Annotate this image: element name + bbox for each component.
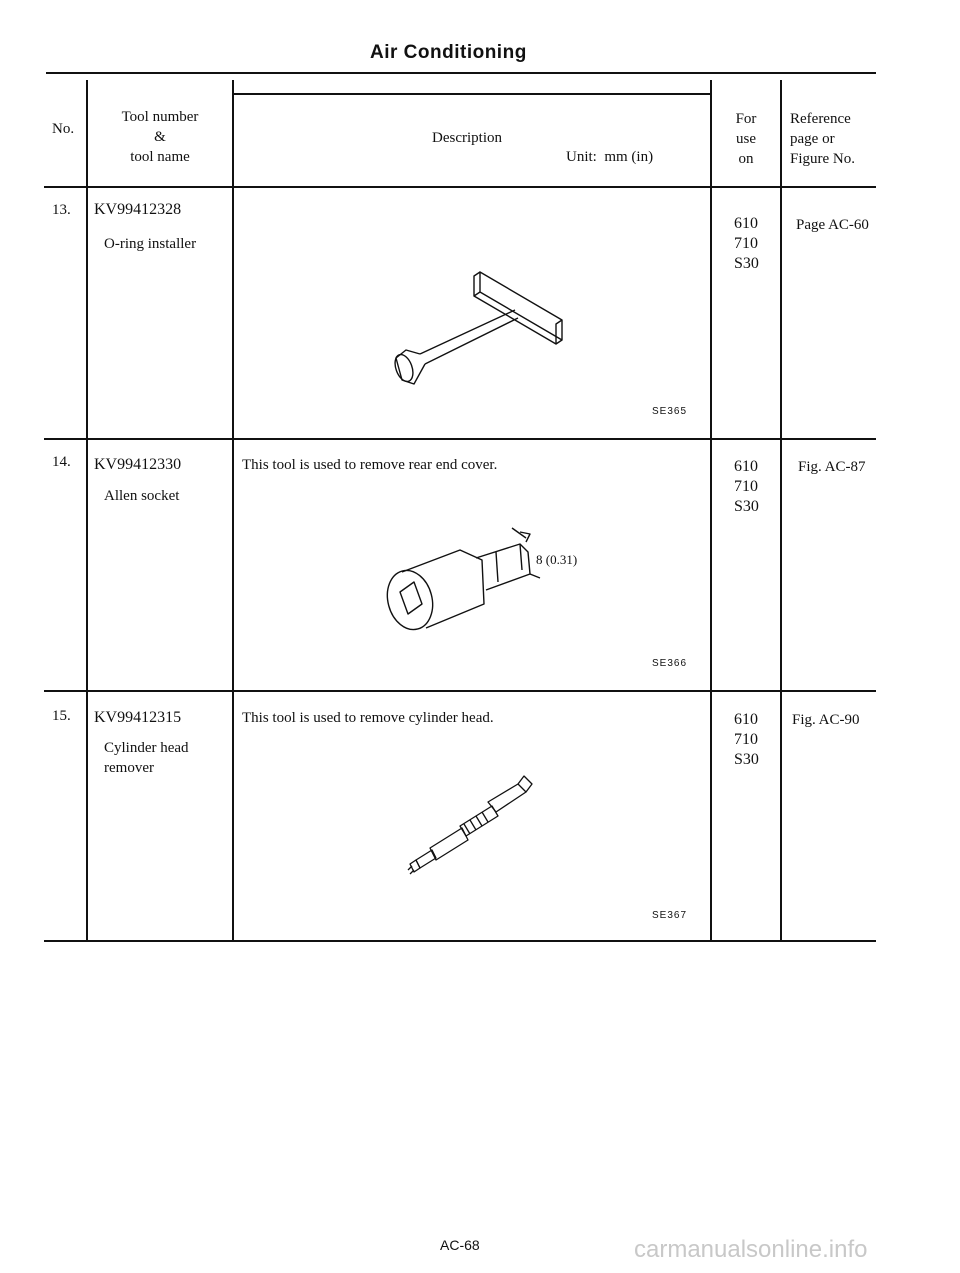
tool-number: KV99412315 [94, 709, 182, 726]
row-number: 13. [52, 202, 71, 218]
o-ring-installer-illustration [380, 262, 580, 392]
header-ref-line-2: page or [790, 131, 835, 147]
title-rule [46, 72, 876, 74]
use-on-item: 710 [734, 731, 758, 748]
tool-name: Allen socket [104, 488, 180, 504]
row-14-rule [44, 690, 876, 692]
header-ref-line-1: Reference [790, 111, 851, 127]
reference: Page AC-60 [796, 217, 869, 233]
reference: Fig. AC-87 [798, 459, 866, 475]
tool-number: KV99412330 [94, 456, 182, 473]
use-on-item: 610 [734, 458, 758, 475]
use-on-item: S30 [734, 255, 759, 272]
figure-code: SE367 [652, 910, 688, 921]
page-title: Air Conditioning [370, 42, 527, 63]
use-on [734, 710, 759, 770]
use-on-item: S30 [734, 498, 759, 515]
tool-number: KV99412328 [94, 201, 182, 218]
row-number: 15. [52, 708, 71, 724]
header-tool-line-1: Tool number [121, 109, 199, 125]
col-divider-3 [710, 80, 712, 942]
use-on-item: 610 [734, 215, 758, 232]
tool-name-line: remover [104, 760, 154, 776]
header-unit: Unit: mm (in) [566, 149, 654, 165]
header-for-line-1: For [735, 111, 757, 127]
use-on-item: 610 [734, 711, 758, 728]
header-rule [44, 186, 876, 188]
use-on-item: 710 [734, 235, 758, 252]
header-no: No. [52, 121, 75, 137]
col-divider-4 [780, 80, 782, 942]
cylinder-head-remover-illustration [400, 770, 550, 890]
header-description: Description [432, 130, 502, 146]
page-footer: AC-68 [440, 1237, 480, 1253]
use-on [734, 214, 759, 274]
header-for-line-2: use [736, 131, 756, 147]
watermark: carmanualsonline.info [634, 1236, 868, 1263]
table-bottom-rule [44, 940, 876, 942]
row-number: 14. [52, 454, 71, 470]
description: This tool is used to remove rear end cover. [242, 457, 498, 473]
figure-code: SE365 [652, 406, 688, 417]
figure-code: SE366 [652, 658, 688, 669]
use-on [734, 457, 759, 517]
header-for-use-on [712, 109, 780, 169]
use-on-item: S30 [734, 751, 759, 768]
table-top-rule [232, 93, 710, 95]
description: This tool is used to remove cylinder head. [242, 710, 494, 726]
col-divider-1 [86, 80, 88, 942]
header-reference [786, 109, 880, 169]
allen-socket-illustration [380, 520, 580, 650]
tool-name-line: Cylinder head [104, 740, 189, 756]
use-on-item: 710 [734, 478, 758, 495]
tool-name: O-ring installer [104, 236, 197, 252]
dimension-label: 8 (0.31) [536, 552, 578, 567]
header-tool [88, 107, 232, 167]
col-divider-2 [232, 80, 234, 942]
tool-name [104, 738, 189, 778]
header-tool-line-2: & [154, 129, 166, 145]
header-tool-line-3: tool name [130, 149, 190, 165]
reference: Fig. AC-90 [792, 712, 860, 728]
header-for-line-3: on [738, 151, 754, 167]
header-ref-line-3: Figure No. [790, 151, 855, 167]
row-13-rule [44, 438, 876, 440]
